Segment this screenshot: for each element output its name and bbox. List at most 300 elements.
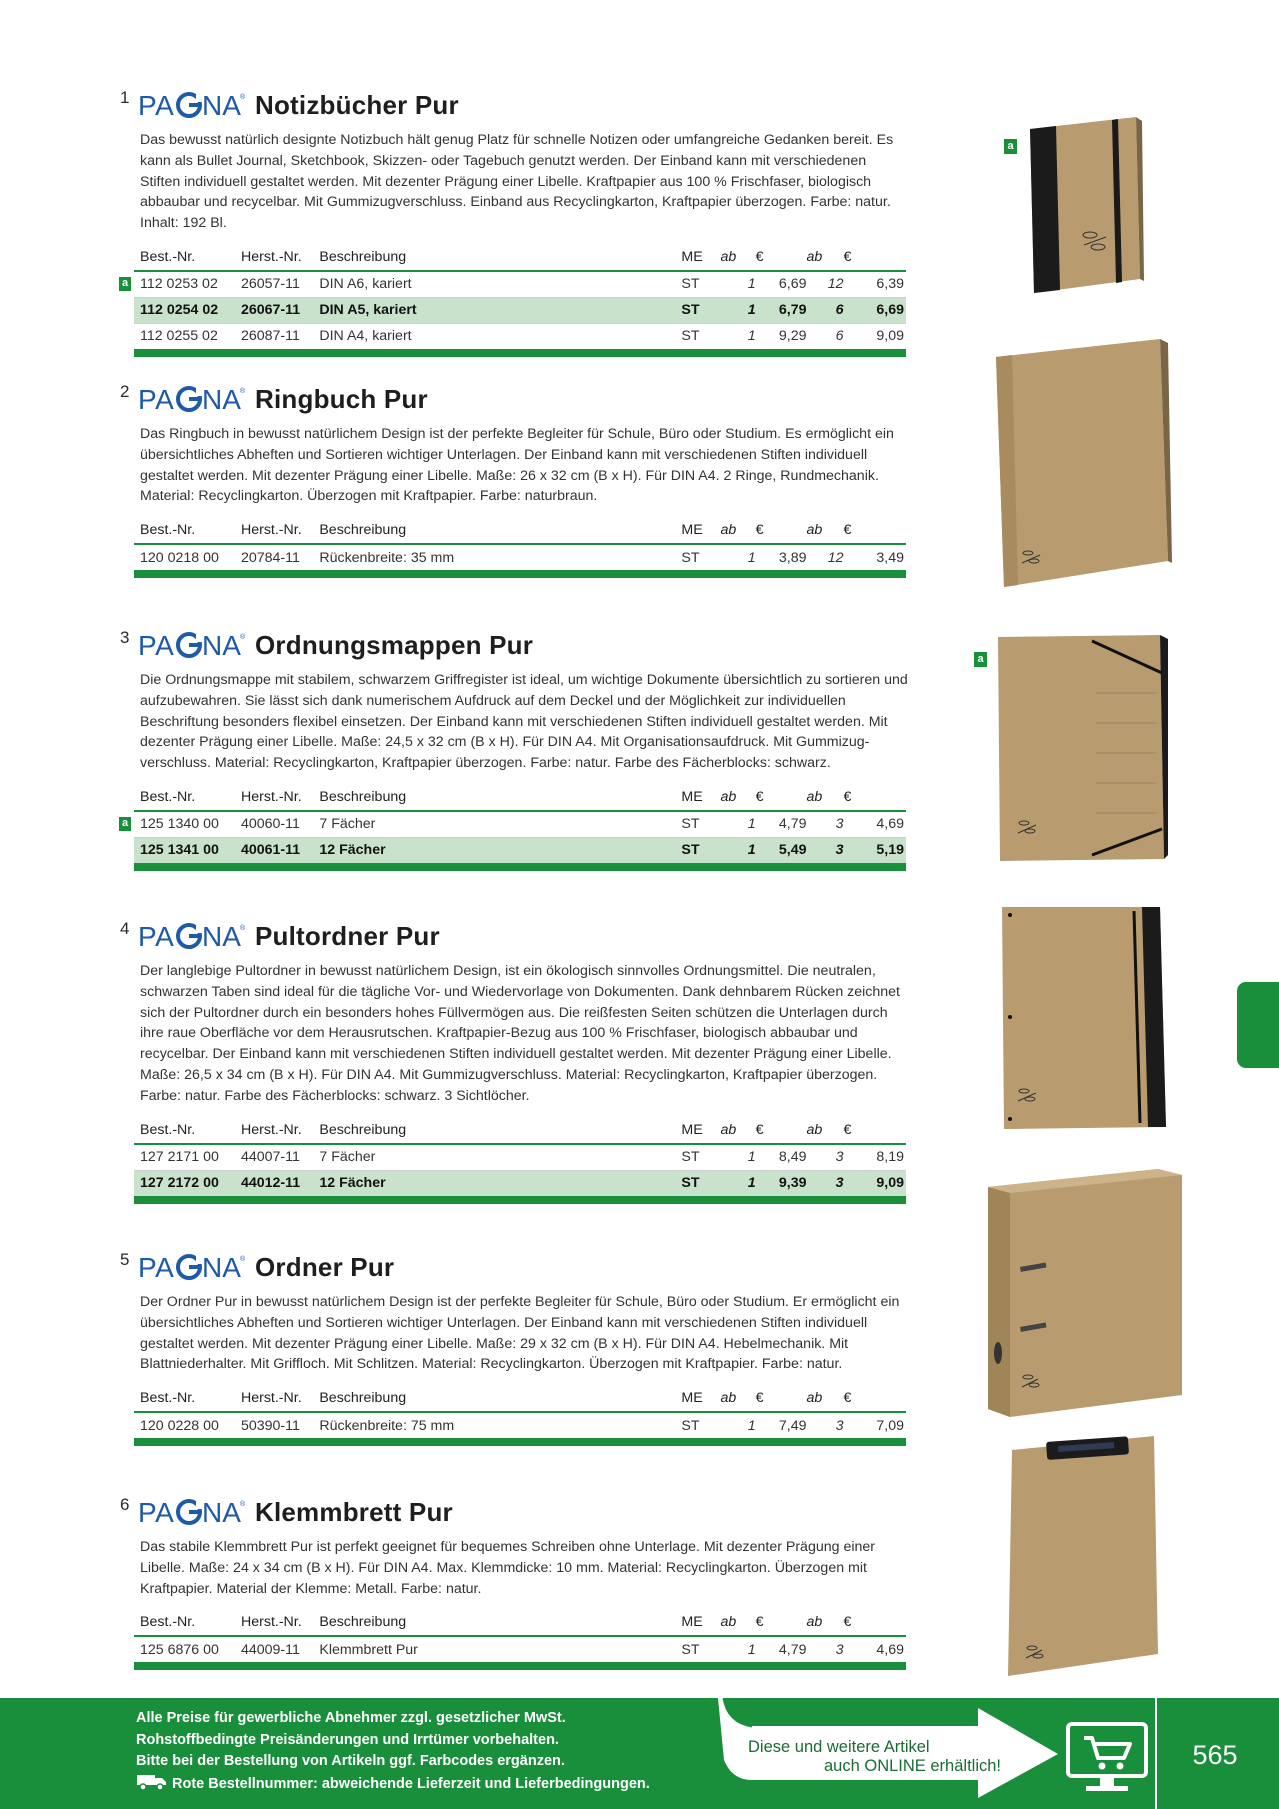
qty-from-1-text: 1 (747, 549, 756, 566)
col-header-ab1: ab (721, 1117, 756, 1144)
section-title: Ringbuch Pur (255, 384, 428, 414)
qty-from-2-text: 6 (835, 302, 844, 319)
col-header-nr: Best.-Nr. (134, 1385, 241, 1412)
item-description-text: Klemmbrett Pur (319, 1641, 418, 1658)
section-description: Das bewusst natürlich designte Notizbuch hält genug Platz für schnelle Notizen oder umfangreiche Gedanken bereit. Es kann als Bullet Journal, Sketchbook, Skizzen- oder Tagebuch genutzt werden. Der Einband kann mit verschiedenen Stiften individuell gestaltet werden. Mit dezenter Prägung einer Libelle. Kraftpapier aus 100 % Frischfaser, biologisch abbaubar und recycelbar. Mit Gummizugverschluss. Einband aus Recyclingkarton, Kraftpapier überzogen. Farbe: natur. Inhalt: 192 Bl. (140, 132, 894, 232)
col-header-hr: Herst.-Nr. (241, 244, 319, 271)
price-2-text: 8,19 (876, 1149, 904, 1166)
col-header-me: ME (681, 517, 720, 544)
item-description-text: 12 Fächer (319, 1175, 386, 1192)
table-bottom-bar (134, 1662, 906, 1670)
col-header-hr: Herst.-Nr. (241, 1117, 319, 1144)
price-1 (756, 1636, 807, 1662)
col-header-ab1: ab (721, 784, 756, 811)
product-section (120, 1495, 906, 1670)
order-number (134, 323, 241, 349)
image-badge-a: a (974, 652, 987, 667)
section-number: 5 (120, 1250, 130, 1269)
table-header-row (134, 1385, 906, 1412)
table-row (134, 271, 906, 298)
item-description (319, 297, 681, 323)
table-header-row (134, 1609, 906, 1636)
price-1-text: 9,39 (778, 1175, 807, 1192)
svg-text:®: ® (240, 1501, 246, 1508)
col-header-ab2: ab (807, 244, 844, 271)
svg-text:PA: PA (138, 384, 175, 414)
qty-from-2-text: 3 (835, 1175, 844, 1192)
item-description (319, 1144, 681, 1171)
order-number-text: 125 1340 00 (140, 816, 219, 833)
section-number: 1 (120, 88, 130, 107)
order-number-text: 112 0255 02 (140, 328, 218, 345)
qty-from-1 (721, 1636, 756, 1662)
unit-text: ST (681, 549, 700, 566)
col-header-nr: Best.-Nr. (134, 1609, 241, 1636)
svg-text:®: ® (240, 634, 246, 641)
variant-badge-a: a (119, 277, 131, 291)
product-section (120, 919, 906, 1204)
svg-text:®: ® (240, 1256, 246, 1263)
price-2 (843, 297, 906, 323)
section-title: Ordnungsmappen Pur (255, 630, 534, 660)
section-description: Der Ordner Pur in bewusst natürlichem Design ist der perfekte Begleiter für Schule, Büro oder Studium. Er ermöglicht ein übersichtliches Abheften und Sortieren wichtiger Unterlagen. Der Einband kann mit verschiedenen Stiften individuell gestaltet werden. Mit dezenter Prägung einer Libelle. Maße: 29 x 32 cm (B x H). Für DIN A4. Hebelmechanik. Mit Blattniederhalter. Mit Griffloch. Mit Schlitzen. Material: Recyclingkarton. Überzogen mit Kraftpapier. Farbe: natur. (140, 1294, 900, 1373)
col-header-desc: Beschreibung (319, 244, 681, 271)
manufacturer-number-text: 44007-11 (240, 1149, 300, 1166)
col-header-nr: Best.-Nr. (134, 1117, 241, 1144)
svg-text:NA: NA (202, 90, 241, 120)
manufacturer-number-text: 50390-11 (240, 1417, 300, 1434)
table-bottom-bar (134, 863, 906, 871)
price-1 (756, 271, 807, 298)
price-1 (756, 544, 807, 570)
col-header-price1: € (756, 517, 807, 544)
lever-arch-file-image (986, 1163, 1186, 1418)
qty-from-1-text: 1 (747, 1641, 756, 1658)
item-description-text: Rückenbreite: 35 mm (319, 549, 455, 566)
pagna-logo (138, 384, 246, 414)
price-2-text: 4,69 (876, 1641, 904, 1658)
svg-text:®: ® (240, 388, 246, 395)
section-header (120, 88, 906, 126)
table-row (134, 297, 906, 323)
qty-from-2-text: 3 (835, 1417, 844, 1434)
order-number (134, 1144, 241, 1171)
price-2 (843, 1412, 906, 1438)
unit-text: ST (681, 276, 700, 293)
section-description: Das Ringbuch in bewusst natürlichem Design ist der perfekte Begleiter für Schule, Büro oder Studium. Es ermöglicht ein übersichtliches Abheften und Sortieren wichtiger Unterlagen. Der Einband kann mit verschiedenen Stiften individuell gestaltet werden. Mit dezenter Prägung einer Libelle. Maße: 26 x 32 cm (B x H). Für DIN A4. 2 Ringe, Rundmechanik. Material: Recyclingkarton. Überzogen mit Kraftpapier. Farbe: naturbraun. (140, 426, 894, 505)
item-description-text: 7 Fächer (319, 816, 376, 833)
item-description (319, 544, 681, 570)
svg-text:®: ® (240, 94, 246, 101)
item-description-text: 12 Fächer (319, 842, 386, 859)
item-description-text: Rückenbreite: 75 mm (319, 1417, 455, 1434)
manufacturer-number (241, 1412, 319, 1438)
desk-file-image (998, 905, 1170, 1130)
svg-text:PA: PA (138, 1252, 175, 1282)
qty-from-2 (807, 811, 844, 838)
qty-from-1-text: 1 (747, 276, 756, 293)
manufacturer-number (241, 297, 319, 323)
qty-from-1 (721, 837, 756, 863)
section-title: Klemmbrett Pur (255, 1497, 453, 1527)
order-number-text: 127 2172 00 (140, 1175, 219, 1192)
svg-text:NA: NA (202, 630, 241, 660)
footer-note-2: Rohstoffbedingte Preisänderungen und Irrtümer vorbehalten. (136, 1731, 559, 1748)
section-header (120, 628, 906, 666)
qty-from-2 (807, 1144, 844, 1171)
item-description (319, 323, 681, 349)
col-header-price1: € (756, 1609, 807, 1636)
qty-from-2 (807, 297, 844, 323)
order-number (134, 837, 241, 863)
col-header-price2: € (843, 784, 906, 811)
online-banner-text[interactable] (748, 1738, 1008, 1776)
section-description: Der langlebige Pultordner in bewusst natürlichem Design, ist ein ökologisch sinnvolles Ordnungsmittel. Die neutralen, schwarzen Taben sind ideal für die tägliche Vor- und Wiedervorlage von Dokumenten. Dank dehnbarem Rücken zeichnet sich der Pultordner durch ein besonders hohes Füllvermögen aus. Die reißfesten Seiten schützen die Unterlagen durch ihre raue Oberfläche vor dem Herausrutschen. Kraftpapier-Bezug aus 100 % Frischfaser, biologisch abbaubar und recycelbar. Der Einband kann mit verschiedenen Stiften individuell gestaltet werden. Mit dezenter Prägung einer Libelle. Maße: 26,5 x 34 cm (B x H). Für DIN A4. Mit Gummizugverschluss. Material: Recyclingkarton, Kraftpapier überzogen. Farbe: natur. Farbe des Fächerblocks: schwarz. 3 Sichtlöcher. (140, 963, 900, 1104)
table-header-row (134, 784, 906, 811)
col-header-ab2: ab (806, 1385, 843, 1412)
unit-text: ST (681, 1417, 700, 1434)
section-description: Das stabile Klemmbrett Pur ist perfekt geeignet für bequemes Schreiben ohne Unterlage. Mit dezenter Prägung einer Libelle. Maße: 24 x 34 cm (B x H). Für DIN A4. Max. Klemmdicke: 10 mm. Material: Recyclingkarton. Überzogen mit Kraftpapier. Material der Klemme: Metall. Farbe: natur. (140, 1539, 875, 1597)
qty-from-2-text: 12 (827, 549, 844, 566)
table-bottom-bar (134, 1196, 906, 1204)
shopping-cart-monitor-icon[interactable] (1062, 1720, 1152, 1798)
section-header (120, 1250, 906, 1288)
svg-text:NA: NA (202, 1497, 241, 1527)
section-number: 2 (120, 382, 130, 401)
product-table (134, 1385, 906, 1438)
item-description (319, 1636, 681, 1662)
col-header-ab1: ab (721, 1609, 756, 1636)
item-description-text: DIN A6, kariert (319, 276, 412, 293)
section-header (120, 382, 906, 420)
qty-from-2-text: 3 (835, 816, 844, 833)
price-2 (843, 837, 906, 863)
col-header-hr: Herst.-Nr. (241, 784, 319, 811)
unit (681, 1144, 720, 1171)
svg-text:PA: PA (138, 921, 175, 951)
qty-from-2 (807, 1636, 844, 1662)
qty-from-2 (807, 271, 844, 298)
table-row (134, 1412, 906, 1438)
col-header-desc: Beschreibung (319, 1117, 681, 1144)
col-header-price1: € (756, 244, 807, 271)
qty-from-1 (721, 323, 756, 349)
unit (681, 837, 720, 863)
col-header-price1: € (756, 784, 807, 811)
qty-from-1 (721, 811, 756, 838)
product-table (134, 517, 906, 570)
price-1-text: 4,79 (778, 816, 807, 833)
table-header-row (134, 244, 906, 271)
price-2-text: 9,09 (876, 1175, 904, 1192)
qty-from-2 (806, 544, 843, 570)
product-section (120, 382, 906, 578)
table-row (134, 811, 906, 838)
price-1 (756, 1170, 807, 1196)
col-header-me: ME (681, 1609, 720, 1636)
price-2 (843, 323, 906, 349)
manufacturer-number-text: 40060-11 (240, 816, 300, 833)
table-bottom-bar (134, 349, 906, 357)
price-1 (756, 811, 807, 838)
price-1 (756, 1412, 807, 1438)
col-header-ab1: ab (721, 517, 756, 544)
item-description (319, 837, 681, 863)
qty-from-2-text: 6 (835, 328, 844, 345)
manufacturer-number (241, 323, 319, 349)
pagna-logo (138, 921, 246, 951)
price-2-text: 5,19 (876, 842, 904, 859)
pagna-logo (138, 630, 246, 660)
item-description-text: DIN A4, kariert (319, 328, 412, 345)
order-number-text: 127 2171 00 (140, 1149, 219, 1166)
order-number (134, 1412, 241, 1438)
manufacturer-number-text: 44012-11 (240, 1175, 301, 1192)
price-1 (756, 837, 807, 863)
unit-text: ST (681, 842, 700, 859)
manufacturer-number-text: 26057-11 (240, 276, 300, 293)
delivery-truck-icon (136, 1773, 168, 1791)
product-table (134, 1609, 906, 1662)
col-header-nr: Best.-Nr. (134, 784, 241, 811)
pagna-logo (138, 1497, 246, 1527)
manufacturer-number (241, 1170, 319, 1196)
col-header-ab2: ab (807, 1117, 844, 1144)
footer-note-4-text: Rote Bestellnummer: abweichende Lieferzeit und Lieferbedingungen. (172, 1775, 650, 1792)
unit-text: ST (681, 1149, 700, 1166)
section-number: 6 (120, 1495, 130, 1514)
order-number-text: 125 6876 00 (140, 1641, 219, 1658)
qty-from-1 (721, 1412, 756, 1438)
product-section (120, 88, 906, 357)
unit (681, 271, 720, 298)
col-header-desc: Beschreibung (319, 1609, 681, 1636)
qty-from-1 (721, 297, 756, 323)
qty-from-2-text: 12 (827, 276, 844, 293)
manufacturer-number-text: 26087-11 (240, 328, 300, 345)
product-table (121, 244, 906, 349)
table-bottom-bar (134, 570, 906, 578)
col-header-desc: Beschreibung (319, 1385, 681, 1412)
order-number-text: 125 1341 00 (140, 842, 219, 859)
order-number-text: 112 0253 02 (140, 276, 218, 293)
table-header-row (134, 1117, 906, 1144)
section-title: Ordner Pur (255, 1252, 395, 1282)
item-description (319, 1170, 681, 1196)
col-header-ab1: ab (721, 244, 756, 271)
unit (681, 544, 720, 570)
table-row (134, 323, 906, 349)
qty-from-2-text: 3 (835, 1149, 844, 1166)
unit-text: ST (681, 1641, 700, 1658)
order-number (134, 1170, 241, 1196)
order-number (134, 297, 241, 323)
col-header-desc: Beschreibung (319, 517, 681, 544)
qty-from-1 (721, 271, 756, 298)
price-1-text: 9,29 (778, 328, 807, 345)
footer-notes (136, 1708, 650, 1795)
footer-note-1: Alle Preise für gewerbliche Abnehmer zzgl. gesetzlicher MwSt. (136, 1710, 566, 1726)
manufacturer-number (241, 1144, 319, 1171)
price-1-text: 8,49 (778, 1149, 807, 1166)
col-header-ab2: ab (806, 517, 843, 544)
svg-text:PA: PA (138, 90, 175, 120)
qty-from-2 (807, 323, 844, 349)
section-title: Notizbücher Pur (255, 90, 459, 120)
price-2-text: 3,49 (876, 549, 904, 566)
product-section (120, 1250, 906, 1446)
qty-from-1-text: 1 (747, 816, 756, 833)
page-number: 565 (1192, 1740, 1238, 1770)
qty-from-1 (721, 544, 756, 570)
col-header-price2: € (843, 1385, 906, 1412)
section-number: 4 (120, 919, 130, 938)
manufacturer-number (241, 271, 319, 298)
price-2-text: 6,39 (876, 276, 904, 293)
price-1-text: 7,49 (778, 1417, 807, 1434)
qty-from-1 (721, 1144, 756, 1171)
price-2 (843, 1636, 906, 1662)
qty-from-1-text: 1 (747, 1417, 756, 1434)
price-1 (756, 323, 807, 349)
col-header-me: ME (681, 784, 720, 811)
table-row (134, 1144, 906, 1171)
order-number-text: 112 0254 02 (140, 302, 219, 319)
price-2 (843, 811, 906, 838)
online-line-1: Diese und weitere Artikel (748, 1738, 930, 1756)
section-title: Pultordner Pur (255, 921, 440, 951)
unit-text: ST (681, 816, 700, 833)
item-description (319, 271, 681, 298)
col-header-price2: € (843, 1117, 906, 1144)
item-description-text: DIN A5, kariert (319, 302, 417, 319)
footer (0, 1698, 1279, 1809)
svg-text:NA: NA (202, 1252, 241, 1282)
price-2 (843, 544, 906, 570)
section-number: 3 (120, 628, 130, 647)
col-header-ab2: ab (807, 784, 844, 811)
qty-from-1-text: 1 (747, 302, 756, 319)
footer-note-3: Bitte bei der Bestellung von Artikeln ggf. Farbcodes ergänzen. (136, 1753, 565, 1769)
order-number (134, 1636, 241, 1662)
online-line-2: auch ONLINE erhältlich! (824, 1757, 1001, 1775)
col-header-price2: € (843, 517, 906, 544)
table-header-row (134, 517, 906, 544)
ringbinder-image (992, 335, 1172, 589)
col-header-desc: Beschreibung (319, 784, 681, 811)
manufacturer-number (241, 544, 319, 570)
col-header-price1: € (756, 1117, 807, 1144)
order-number-text: 120 0218 00 (140, 549, 219, 566)
price-1 (756, 1144, 807, 1171)
order-number (121, 271, 241, 298)
product-table (121, 784, 906, 863)
price-2-text: 9,09 (876, 328, 904, 345)
unit (681, 323, 720, 349)
svg-text:PA: PA (138, 630, 175, 660)
clipboard-image (1006, 1436, 1162, 1680)
qty-from-1-text: 1 (747, 842, 756, 859)
price-1 (756, 297, 807, 323)
col-header-hr: Herst.-Nr. (241, 1385, 319, 1412)
footer-divider (1155, 1698, 1157, 1809)
col-header-price2: € (843, 244, 906, 271)
col-header-price1: € (756, 1385, 807, 1412)
manufacturer-number-text: 40061-11 (240, 842, 301, 859)
svg-text:NA: NA (202, 921, 241, 951)
section-header (120, 1495, 906, 1533)
variant-badge-a: a (119, 817, 131, 831)
qty-from-2-text: 3 (835, 1641, 844, 1658)
manufacturer-number-text: 26067-11 (240, 302, 301, 319)
manufacturer-number (241, 1636, 319, 1662)
price-2-text: 4,69 (876, 816, 904, 833)
manufacturer-number (241, 811, 319, 838)
item-description (319, 811, 681, 838)
unit (681, 1412, 720, 1438)
unit-text: ST (681, 302, 700, 319)
section-header (120, 919, 906, 957)
price-1-text: 4,79 (778, 1641, 807, 1658)
unit (681, 811, 720, 838)
qty-from-1-text: 1 (747, 328, 756, 345)
price-2 (843, 1144, 906, 1171)
col-header-ab2: ab (807, 1609, 844, 1636)
unit-text: ST (681, 1175, 700, 1192)
pagna-logo (138, 1252, 246, 1282)
product-section (120, 628, 906, 871)
table-row (134, 544, 906, 570)
col-header-hr: Herst.-Nr. (241, 1609, 319, 1636)
section-description: Die Ordnungsmappe mit stabilem, schwarzem Griffregister ist ideal, um wichtige Dokumente übersichtlich zu sortieren und aufzubewahren. Sie lässt sich dank numerischem Aufdruck auf dem Deckel und der Möglichkeit zur individuellen Beschriftung besonders flexibel einsetzen. Der Einband kann mit verschiedenen Stiften individuell gestaltet werden. Mit dezenter Prägung einer Libelle. Maße: 24,5 x 32 cm (B x H). Für DIN A4. Mit Organisationsaufdruck. Mit Gummizug-verschluss. Material: Recyclingkarton, Kraftpapier überzogen. Farbe: natur. Farbe des Fächerblocks: schwarz. (140, 672, 908, 772)
unit (681, 1170, 720, 1196)
svg-text:PA: PA (138, 1497, 175, 1527)
price-2-text: 6,69 (876, 302, 904, 319)
svg-text:NA: NA (202, 384, 241, 414)
qty-from-1 (721, 1170, 756, 1196)
table-row (134, 1170, 906, 1196)
qty-from-2-text: 3 (835, 842, 844, 859)
col-header-hr: Herst.-Nr. (241, 517, 319, 544)
table-row (134, 837, 906, 863)
svg-text:®: ® (240, 925, 246, 932)
product-table (134, 1117, 906, 1196)
col-header-me: ME (681, 244, 720, 271)
price-2 (843, 1170, 906, 1196)
item-description-text: 7 Fächer (319, 1149, 376, 1166)
col-header-nr: Best.-Nr. (134, 244, 241, 271)
col-header-me: ME (681, 1117, 720, 1144)
item-description (319, 1412, 681, 1438)
qty-from-2 (806, 1412, 843, 1438)
price-2 (843, 271, 906, 298)
manufacturer-number-text: 44009-11 (240, 1641, 300, 1658)
price-1-text: 3,89 (778, 549, 807, 566)
qty-from-2 (807, 837, 844, 863)
manufacturer-number-text: 20784-11 (240, 549, 300, 566)
chapter-side-tab (1237, 982, 1279, 1068)
order-number (134, 544, 241, 570)
unit (681, 1636, 720, 1662)
pagna-logo (138, 90, 246, 120)
col-header-price2: € (843, 1609, 906, 1636)
order-number (121, 811, 241, 838)
unit (681, 297, 720, 323)
col-header-nr: Best.-Nr. (134, 517, 241, 544)
organizer-folder-image (996, 633, 1171, 863)
col-header-me: ME (681, 1385, 720, 1412)
qty-from-2 (807, 1170, 844, 1196)
